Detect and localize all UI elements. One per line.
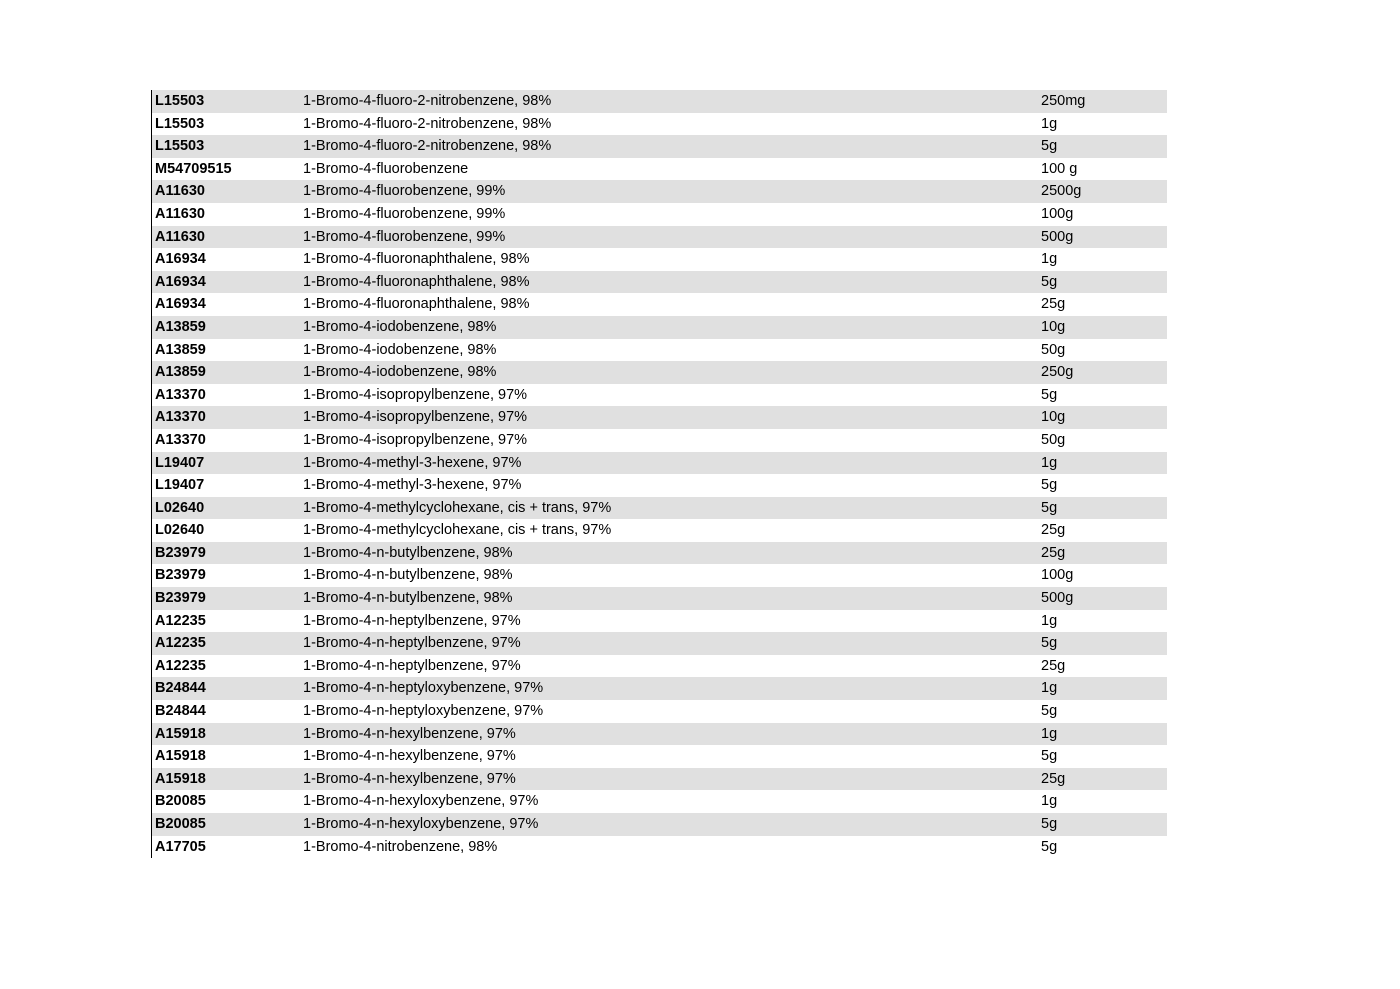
pack-size: 1g (1041, 251, 1058, 268)
pack-size: 1g (1041, 454, 1058, 471)
table-row (152, 113, 1167, 136)
table-row (152, 180, 1167, 203)
table-row (152, 768, 1167, 791)
pack-size: 5g (1041, 386, 1058, 403)
product-name: 1-Bromo-4-fluorobenzene (303, 160, 469, 177)
table-row (152, 542, 1167, 565)
catalog-number: L02640 (155, 499, 205, 516)
product-name: 1-Bromo-4-nitrobenzene, 98% (303, 838, 498, 855)
product-name: 1-Bromo-4-isopropylbenzene, 97% (303, 409, 528, 426)
catalog-number: A12235 (155, 657, 206, 674)
catalog-number: L15503 (155, 115, 205, 132)
table-row (152, 135, 1167, 158)
product-name: 1-Bromo-4-fluorobenzene, 99% (303, 228, 506, 245)
catalog-number: M54709515 (155, 160, 232, 177)
product-name: 1-Bromo-4-methylcyclohexane, cis + trans, 97% (303, 499, 612, 516)
pack-size: 50g (1041, 341, 1066, 358)
pack-size: 100g (1041, 205, 1074, 222)
pack-size: 250mg (1041, 93, 1086, 109)
table-row (152, 655, 1167, 678)
catalog-number: A13859 (155, 318, 206, 335)
table-row (152, 836, 1167, 859)
table-row (152, 632, 1167, 655)
pack-size: 5g (1041, 748, 1058, 765)
catalog-number: B23979 (155, 590, 206, 607)
pack-size: 2500g (1041, 183, 1082, 200)
pack-size: 1g (1041, 612, 1058, 629)
table-row (152, 248, 1167, 271)
pack-size: 5g (1041, 273, 1058, 290)
catalog-number: B24844 (155, 703, 206, 720)
product-name: 1-Bromo-4-n-heptylbenzene, 97% (303, 657, 521, 674)
pack-size: 25g (1041, 544, 1066, 561)
table-row (152, 519, 1167, 542)
product-name: 1-Bromo-4-iodobenzene, 98% (303, 341, 497, 358)
catalog-number: L15503 (155, 93, 205, 109)
table-row (152, 316, 1167, 339)
pack-size: 25g (1041, 296, 1066, 313)
catalog-number: A13370 (155, 431, 206, 448)
table-row (152, 564, 1167, 587)
catalog-number: B23979 (155, 544, 206, 561)
catalog-number: L02640 (155, 522, 205, 539)
product-name: 1-Bromo-4-fluoronaphthalene, 98% (303, 273, 530, 290)
product-name: 1-Bromo-4-iodobenzene, 98% (303, 364, 497, 381)
catalog-number: A13370 (155, 386, 206, 403)
product-name: 1-Bromo-4-methylcyclohexane, cis + trans, 97% (303, 522, 612, 539)
pack-size: 500g (1041, 228, 1074, 245)
table-row (152, 90, 1167, 113)
product-name: 1-Bromo-4-isopropylbenzene, 97% (303, 431, 528, 448)
table-row (152, 745, 1167, 768)
pack-size: 100g (1041, 567, 1074, 584)
table-row (152, 813, 1167, 836)
pack-size: 1g (1041, 793, 1058, 810)
pack-size: 1g (1041, 680, 1058, 697)
pack-size: 5g (1041, 838, 1058, 855)
catalog-number: A11630 (155, 183, 205, 200)
pack-size: 1g (1041, 725, 1058, 742)
catalog-number: A16934 (155, 273, 206, 290)
product-name: 1-Bromo-4-n-heptylbenzene, 97% (303, 635, 521, 652)
product-name: 1-Bromo-4-fluorobenzene, 99% (303, 205, 506, 222)
product-name: 1-Bromo-4-n-heptyloxybenzene, 97% (303, 680, 544, 697)
catalog-number: B24844 (155, 680, 206, 697)
product-name: 1-Bromo-4-methyl-3-hexene, 97% (303, 477, 522, 494)
product-name: 1-Bromo-4-fluorobenzene, 99% (303, 183, 506, 200)
catalog-number: B20085 (155, 816, 206, 832)
table-row (152, 271, 1167, 294)
table-row (152, 790, 1167, 813)
product-name: 1-Bromo-4-methyl-3-hexene, 97% (303, 454, 522, 471)
product-name: 1-Bromo-4-fluoronaphthalene, 98% (303, 296, 530, 313)
pack-size: 5g (1041, 703, 1058, 720)
pack-size: 5g (1041, 477, 1058, 494)
pack-size: 500g (1041, 590, 1074, 607)
catalog-number: A16934 (155, 251, 206, 268)
catalog-number: A17705 (155, 838, 206, 855)
pack-size: 5g (1041, 816, 1058, 832)
product-name: 1-Bromo-4-fluoronaphthalene, 98% (303, 251, 530, 268)
catalog-number: A13859 (155, 341, 206, 358)
product-name: 1-Bromo-4-fluoro-2-nitrobenzene, 98% (303, 138, 552, 155)
pack-size: 5g (1041, 138, 1058, 155)
table-row (152, 361, 1167, 384)
pack-size: 5g (1041, 499, 1058, 516)
catalog-number: L15503 (155, 138, 205, 155)
pack-size: 50g (1041, 431, 1066, 448)
table-row (152, 226, 1167, 249)
pack-size: 1g (1041, 115, 1058, 132)
product-table (151, 90, 1167, 858)
catalog-number: B23979 (155, 567, 206, 584)
catalog-number: A12235 (155, 612, 206, 629)
table-row (152, 406, 1167, 429)
product-name: 1-Bromo-4-n-hexylbenzene, 97% (303, 725, 516, 742)
table-row (152, 339, 1167, 362)
table-row (152, 474, 1167, 497)
catalog-number: A12235 (155, 635, 206, 652)
table-row (152, 497, 1167, 520)
product-name: 1-Bromo-4-n-butylbenzene, 98% (303, 544, 513, 561)
catalog-number: A15918 (155, 770, 206, 787)
catalog-number: L19407 (155, 477, 205, 494)
table-row (152, 293, 1167, 316)
table-row (152, 610, 1167, 633)
product-name: 1-Bromo-4-n-hexyloxybenzene, 97% (303, 816, 539, 832)
table-row (152, 203, 1167, 226)
product-name: 1-Bromo-4-isopropylbenzene, 97% (303, 386, 528, 403)
product-name: 1-Bromo-4-n-butylbenzene, 98% (303, 590, 513, 607)
pack-size: 250g (1041, 364, 1074, 381)
pack-size: 100 g (1041, 160, 1078, 177)
catalog-number: A16934 (155, 296, 206, 313)
catalog-number: A13859 (155, 364, 206, 381)
table-row (152, 452, 1167, 475)
table-row (152, 587, 1167, 610)
table-row (152, 723, 1167, 746)
product-name: 1-Bromo-4-n-hexyloxybenzene, 97% (303, 793, 539, 810)
catalog-number: A11630 (155, 205, 205, 222)
pack-size: 10g (1041, 409, 1066, 426)
product-name: 1-Bromo-4-iodobenzene, 98% (303, 318, 497, 335)
pack-size: 5g (1041, 635, 1058, 652)
pack-size: 25g (1041, 522, 1066, 539)
pack-size: 25g (1041, 770, 1066, 787)
table-row (152, 384, 1167, 407)
catalog-number: A15918 (155, 725, 206, 742)
table-row (152, 158, 1167, 181)
pack-size: 25g (1041, 657, 1066, 674)
product-name: 1-Bromo-4-n-heptylbenzene, 97% (303, 612, 521, 629)
product-name: 1-Bromo-4-n-heptyloxybenzene, 97% (303, 703, 544, 720)
table-row (152, 429, 1167, 452)
catalog-number: A13370 (155, 409, 206, 426)
catalog-number: A15918 (155, 748, 206, 765)
product-name: 1-Bromo-4-n-butylbenzene, 98% (303, 567, 513, 584)
table-row (152, 677, 1167, 700)
catalog-number: B20085 (155, 793, 206, 810)
product-name: 1-Bromo-4-fluoro-2-nitrobenzene, 98% (303, 93, 552, 109)
pack-size: 10g (1041, 318, 1066, 335)
table-row (152, 700, 1167, 723)
catalog-number: L19407 (155, 454, 205, 471)
product-name: 1-Bromo-4-n-hexylbenzene, 97% (303, 770, 516, 787)
product-name: 1-Bromo-4-fluoro-2-nitrobenzene, 98% (303, 115, 552, 132)
product-name: 1-Bromo-4-n-hexylbenzene, 97% (303, 748, 516, 765)
catalog-number: A11630 (155, 228, 205, 245)
